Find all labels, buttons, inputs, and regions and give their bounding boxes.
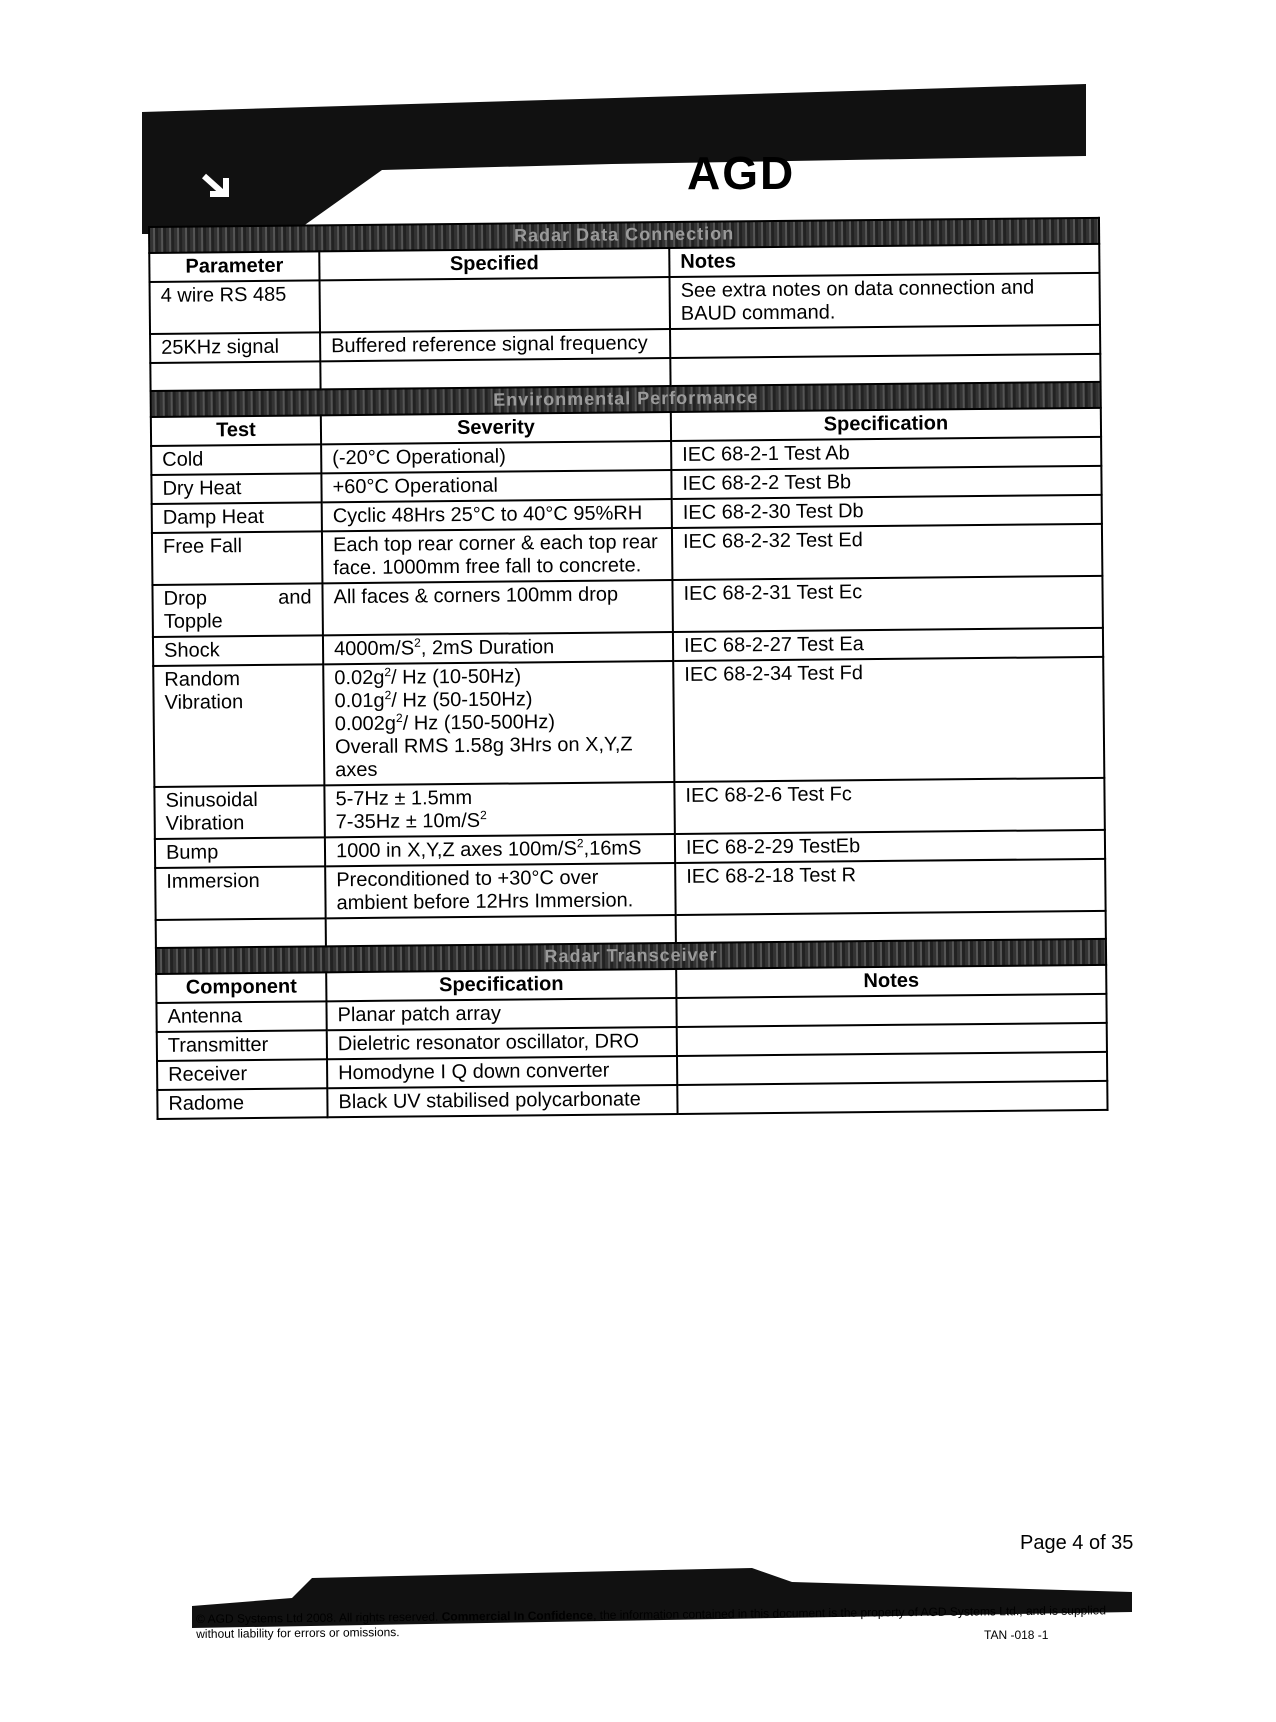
spec-sheet	[148, 217, 1107, 1120]
confidential-label: Commercial In Confidence	[441, 1608, 594, 1624]
severity-cell: 5-7Hz ± 1.5mm $7-35Hz \pm 10m/S^2$	[324, 782, 674, 837]
arrow-down-right-icon	[200, 172, 234, 202]
notes-cell	[670, 325, 1100, 358]
test-cell: Free Fall	[152, 531, 322, 585]
severity-cell: Each top rear corner & each top rear face. 1000mm free fall to concrete.	[322, 528, 672, 583]
specification-cell: IEC 68-2-30 Test Db	[672, 495, 1102, 528]
specification-cell: IEC 68-2-34 Test Fd	[673, 657, 1104, 782]
notes-cell	[677, 1081, 1107, 1114]
specification-cell: IEC 68-2-1 Test Ab	[671, 437, 1101, 470]
col-specified: Specified	[319, 248, 669, 280]
specification-cell: IEC 68-2-18 Test R	[675, 859, 1106, 915]
severity-cell: Preconditioned to +30°C over ambient before 12Hrs Immersion.	[325, 863, 675, 918]
header-banner	[142, 84, 1086, 234]
severity-cell: Cyclic 48Hrs 25°C to 40°C 95%RH	[322, 499, 672, 531]
header-banner-shape	[142, 84, 1086, 234]
specification-cell: IEC 68-2-27 Test Ea	[673, 628, 1103, 661]
specification-cell: Black UV stabilised polycarbonate	[327, 1085, 677, 1117]
specification-cell: Homodyne I Q down converter	[327, 1056, 677, 1088]
section-header-transceiver: Radar Transceiver	[156, 939, 1106, 974]
specification-cell: IEC 68-2-29 TestEb	[675, 830, 1105, 863]
col-specification: Specification	[671, 408, 1101, 441]
severity-cell: (-20°C Operational)	[321, 441, 671, 473]
col-notes: Notes	[676, 965, 1106, 998]
section-header-environmental: Environmental Performance	[151, 382, 1101, 417]
table-row	[152, 576, 1102, 637]
parameter-cell: 4 wire RS 485	[150, 280, 320, 334]
severity-cell: 1000 in X,Y,Z axes $100m/S^2,16mS$	[325, 834, 675, 866]
notes-cell	[677, 1023, 1107, 1056]
component-cell: Receiver	[157, 1059, 327, 1090]
specification-cell: IEC 68-2-32 Test Ed	[672, 524, 1103, 580]
document-reference: TAN -018 -1	[984, 1628, 1049, 1642]
specified-cell: Buffered reference signal frequency	[320, 329, 670, 361]
test-cell: Random Vibration	[153, 664, 324, 787]
component-cell: Radome	[157, 1088, 327, 1119]
severity-cell: +60°C Operational	[321, 470, 671, 502]
table-row	[155, 859, 1105, 920]
spec-table	[148, 217, 1109, 1120]
specification-cell: IEC 68-2-2 Test Bb	[671, 466, 1101, 499]
test-cell: Damp Heat	[152, 502, 322, 533]
specification-cell: Planar patch array	[326, 998, 676, 1030]
col-severity: Severity	[321, 412, 671, 444]
col-test: Test	[151, 415, 321, 446]
test-cell: Immersion	[155, 866, 325, 920]
specification-cell: IEC 68-2-6 Test Fc	[674, 778, 1105, 834]
test-cell: Shock	[153, 635, 323, 666]
col-parameter: Parameter	[149, 251, 319, 282]
test-cell: Sinusoidal Vibration	[154, 785, 324, 839]
footer-copyright: © AGD Systems Ltd 2008. All rights reserved. Commercial In Confidence, the information contained in this document is the property of AGD Systems Ltd., and is supplied without liability for errors or omissions.	[196, 1603, 1107, 1641]
parameter-cell: 25KHz signal	[150, 332, 320, 363]
table-row	[152, 524, 1102, 585]
test-cell: Drop and Topple	[152, 583, 322, 637]
table-row	[150, 273, 1100, 334]
severity-cell: $4000m/S^2$, 2mS Duration	[323, 632, 673, 664]
test-cell: Bump	[155, 837, 325, 868]
col-notes: Notes	[669, 244, 1099, 277]
notes-cell	[677, 1052, 1107, 1085]
specified-cell	[320, 277, 670, 332]
specification-cell: IEC 68-2-31 Test Ec	[672, 576, 1103, 632]
component-cell: Transmitter	[157, 1030, 327, 1061]
col-specification: Specification	[326, 969, 676, 1001]
notes-cell: See extra notes on data connection and BAUD command.	[670, 273, 1101, 329]
test-cell: Dry Heat	[151, 473, 321, 504]
severity-cell: All faces & corners 100mm drop	[322, 580, 672, 635]
component-cell: Antenna	[156, 1001, 326, 1032]
specification-cell: Dieletric resonator oscillator, DRO	[327, 1027, 677, 1059]
notes-cell	[676, 994, 1106, 1027]
page-number: Page 4 of 35	[1020, 1532, 1134, 1554]
table-row	[154, 778, 1104, 839]
agd-logo: AGD	[687, 147, 796, 199]
section-header-data-connection: Radar Data Connection	[149, 218, 1099, 253]
col-component: Component	[156, 972, 326, 1003]
severity-cell: $0.02g^2/$ Hz (10-50Hz) $0.01g^2/$ Hz (50-150Hz) $0.002g^2/$ Hz (150-500Hz) Overall RMS 1.58g 3Hrs on X,Y,Z axes	[323, 661, 674, 785]
test-cell: Cold	[151, 444, 321, 475]
table-row	[153, 657, 1104, 787]
